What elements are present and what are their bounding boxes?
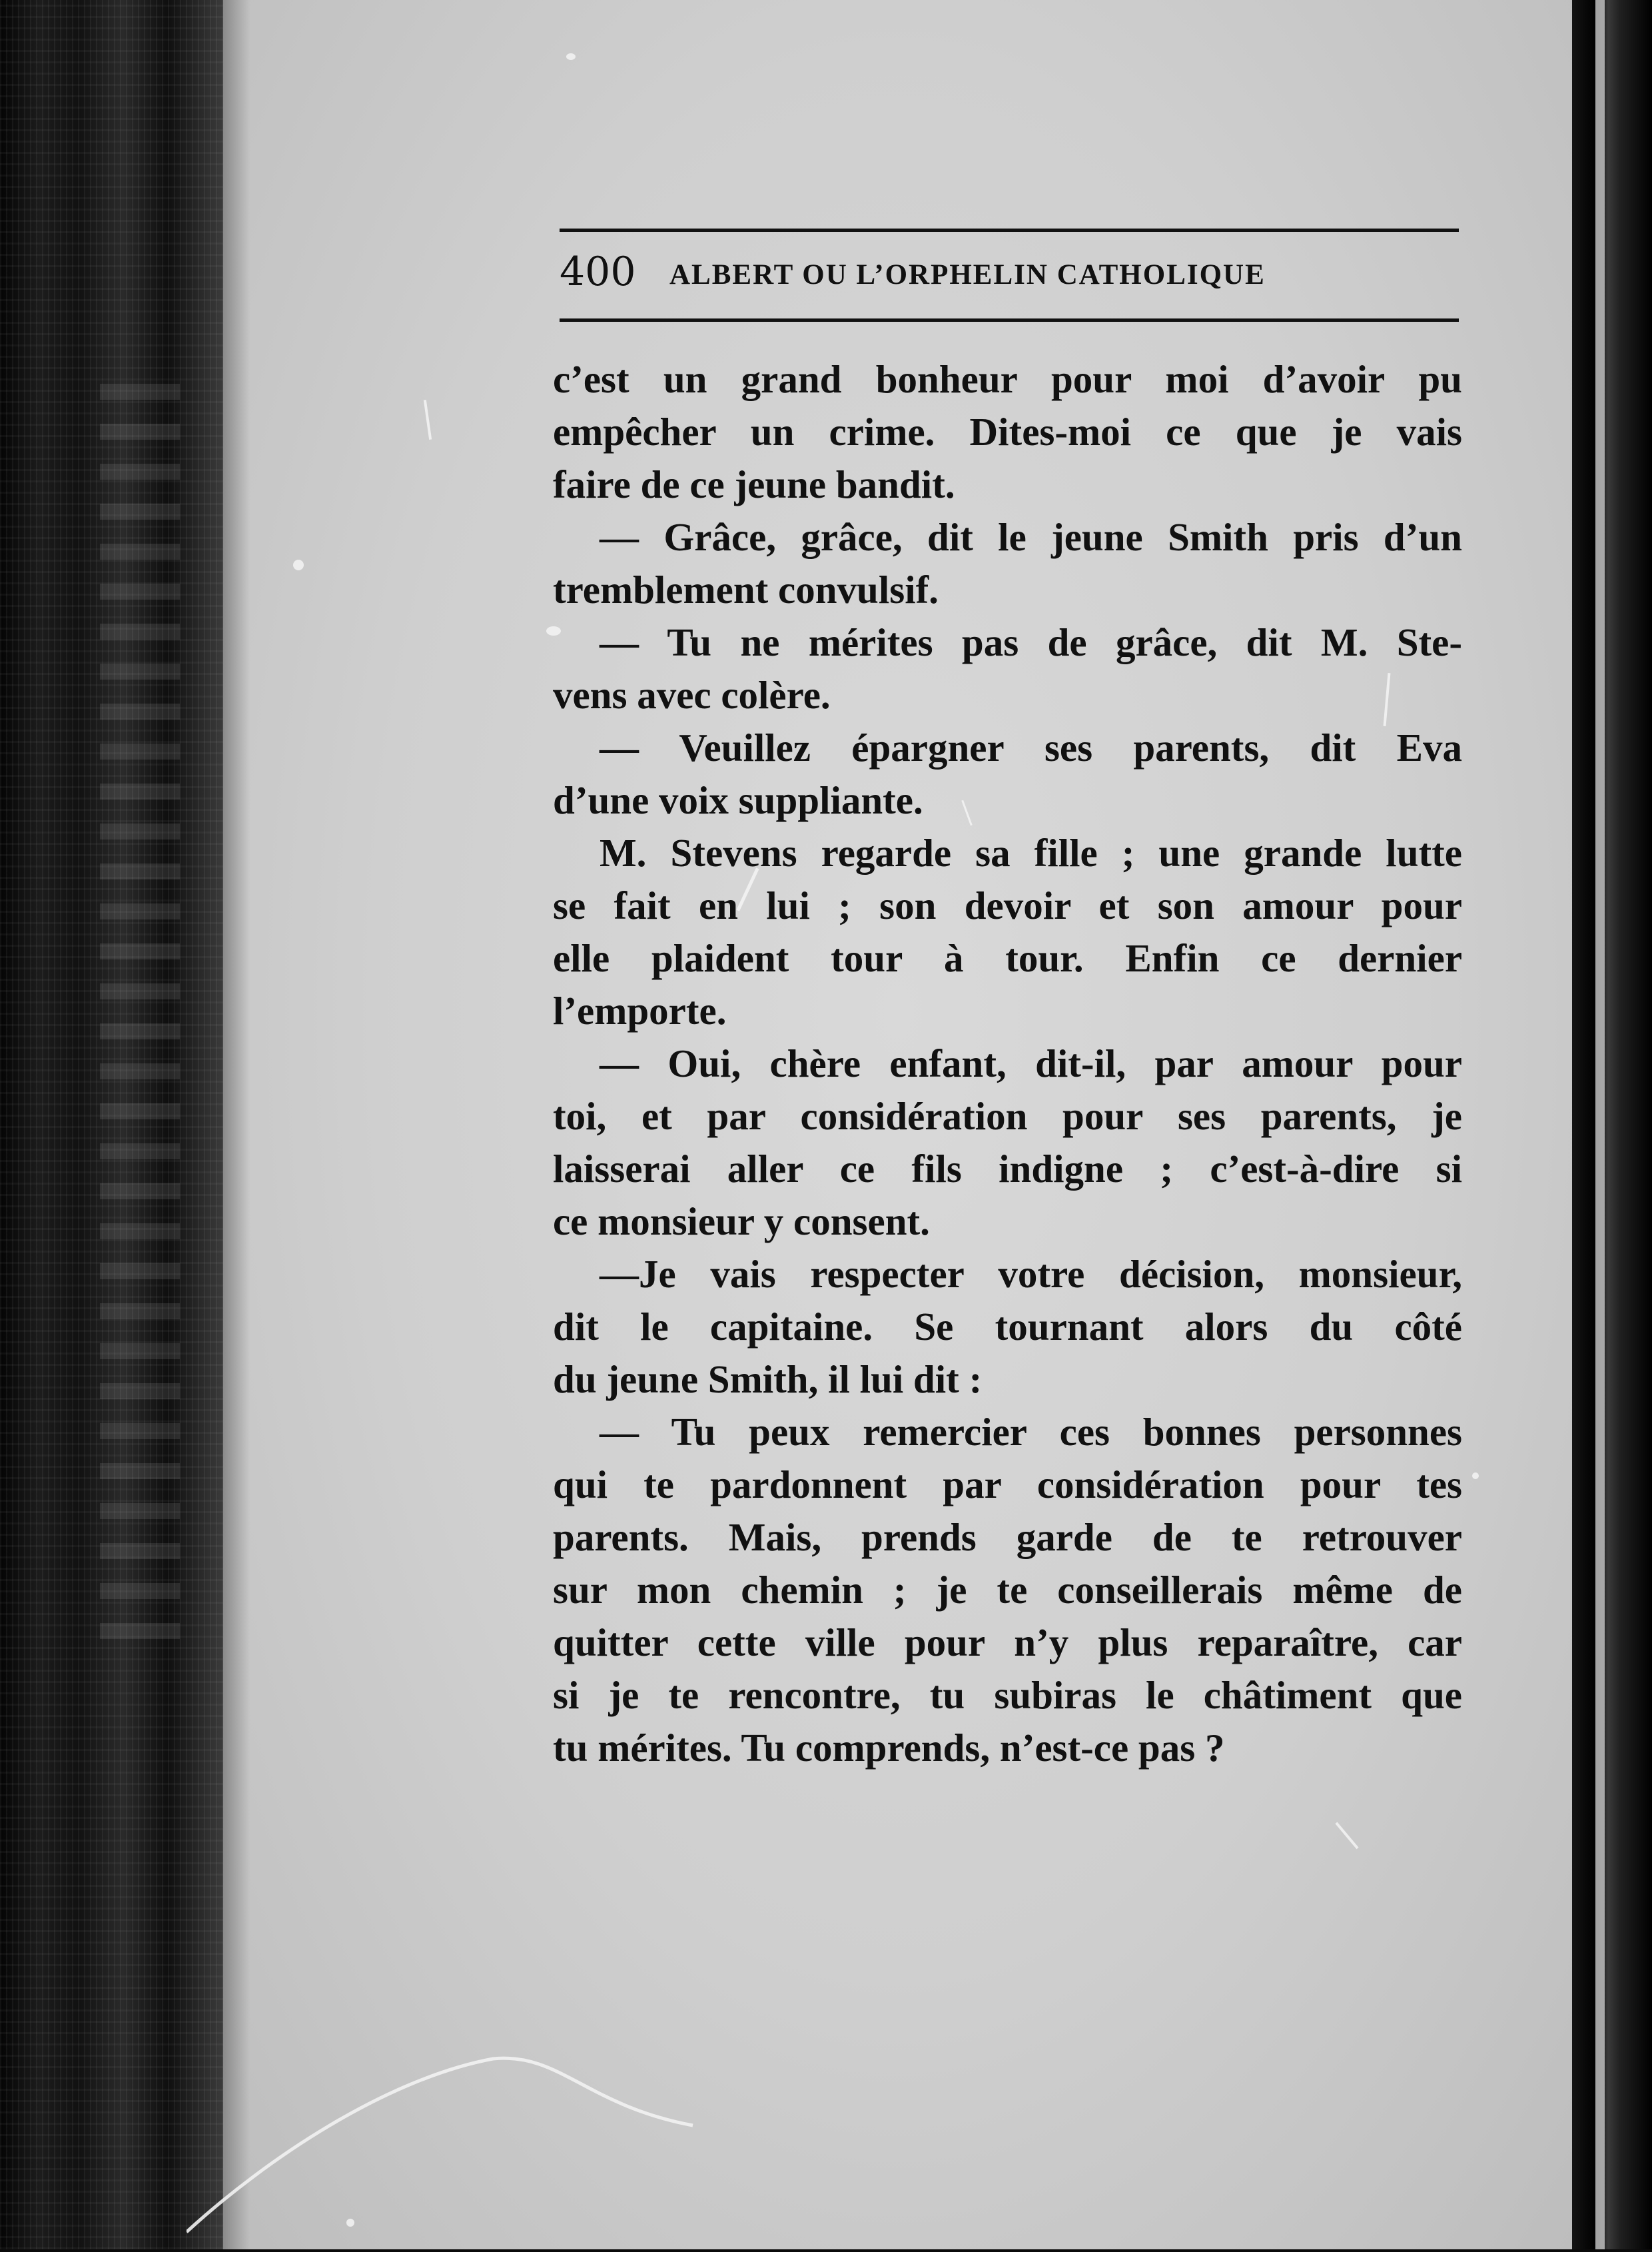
text-line: si je te rencontre, tu subiras le châtiment que [553,1673,1462,1717]
text-line: dit le capitaine. Se tournant alors du côté [553,1305,1462,1349]
book-spine [0,0,223,2249]
text-line: c’est un grand bonheur pour moi d’avoir pu [553,357,1462,401]
dust-speck [1472,1472,1479,1479]
text-line: tu mérites. Tu comprends, n’est-ce pas ? [553,1726,1225,1770]
text-line: vens avec colère. [553,673,831,717]
text-line: elle plaident tour à tour. Enfin ce dernier [553,936,1462,980]
text-line: l’emporte. [553,989,727,1033]
text-line: d’une voix suppliante. [553,778,923,822]
header-rule-bottom [560,318,1459,322]
film-scratch-curve [187,2005,719,2252]
header-rule-top [560,229,1459,232]
text-line: —Je vais respecter votre décision, monsieur, [600,1252,1462,1296]
text-line: faire de ce jeune bandit. [553,462,955,506]
page-number: 400 [560,249,636,295]
dust-speck [293,560,304,570]
text-line: ce monsieur y consent. [553,1199,930,1243]
book-title: ALBERT OU L’ORPHELIN CATHOLIQUE [669,259,1266,290]
text-line: parents. Mais, prends garde de te retrouver [553,1515,1462,1559]
text-line: du jeune Smith, il lui dit : [553,1357,983,1401]
text-line: — Veuillez épargner ses parents, dit Eva [600,726,1462,770]
page-gutter-shadow [223,0,250,2249]
text-line: se fait en lui ; son devoir et son amour pour [553,883,1462,927]
text-line: — Tu peux remercier ces bonnes personnes [600,1410,1462,1454]
text-line: sur mon chemin ; je te conseillerais même de [553,1568,1462,1612]
next-page-edge-highlight [1595,0,1605,2249]
spine-library-stamp [100,373,180,1639]
text-line: M. Stevens regarde sa fille ; une grande lutte [600,831,1462,875]
text-line: — Tu ne mérites pas de grâce, dit M. Ste- [600,620,1462,664]
text-line: qui te pardonnent par considération pour tes [553,1462,1462,1506]
text-line: empêcher un crime. Dites-moi ce que je vais [553,410,1462,454]
body-text [553,353,1462,1774]
text-line: — Oui, chère enfant, dit-il, par amour pour [600,1041,1462,1085]
dust-speck [566,53,576,60]
text-line: — Grâce, grâce, dit le jeune Smith pris d’un [600,515,1462,559]
text-line: tremblement convulsif. [553,568,939,612]
text-line: toi, et par considération pour ses parents, je [553,1094,1462,1138]
text-line: laisserai aller ce fils indigne ; c’est-à-dire si [553,1147,1462,1191]
text-line: quitter cette ville pour n’y plus reparaître, car [553,1620,1462,1664]
running-head [560,245,1459,305]
dust-speck [546,626,561,636]
next-page-edge [1572,0,1652,2249]
